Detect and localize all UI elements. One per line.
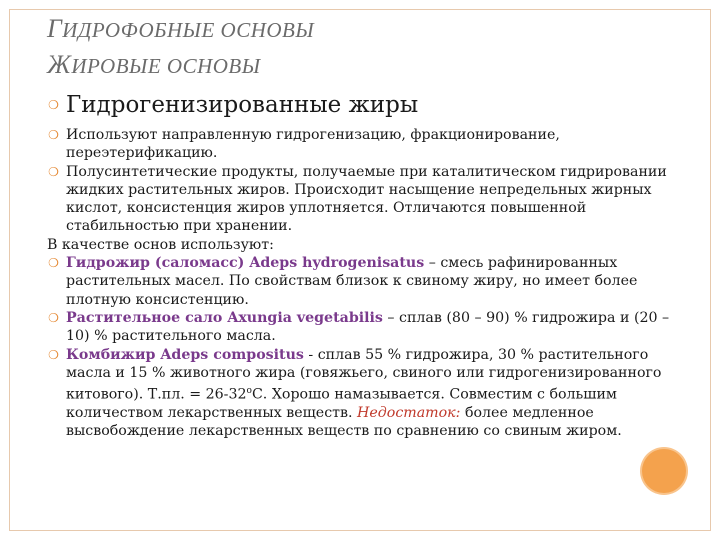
section-heading xyxy=(47,92,418,118)
base-description-cont: С. Хорошо намазывается. Совместим с большим количеством лекарственных веществ. xyxy=(66,386,617,422)
base-name: Растительное сало Axungia vegetabilis xyxy=(66,309,383,326)
bullet-item xyxy=(47,309,677,346)
decorative-circle xyxy=(642,449,686,493)
base-name: Комбижир Adeps compositus xyxy=(66,346,304,363)
bullet-icon: ❍ xyxy=(48,97,59,112)
bullet-item xyxy=(47,254,677,309)
bullet-icon: ❍ xyxy=(48,256,59,271)
bullet-icon: ❍ xyxy=(48,347,59,362)
bullet-text: Полусинтетические продукты, получаемые при каталитическом гидрировании жидких растительных жиров. Происходит насыщение непредельных жирных кислот, консистенция жиров уплотняется. Отличаются повышенной стабильностью при хранении. xyxy=(66,163,667,235)
title-line-2: ЖИРОВЫЕ ОСНОВЫ xyxy=(47,49,261,79)
base-description: – смесь рафинированных растительных масел. По свойствам близок к свиному жиру, но имеет более плотную консистенцию. xyxy=(66,255,638,308)
base-name: Гидрожир (саломасс) Adeps hydrogenisatus xyxy=(66,255,425,272)
base-description-end: более медленное высвобождение лекарственных веществ по сравнению со свиным жиром. xyxy=(66,405,622,440)
bullet-item xyxy=(47,163,677,236)
bullet-icon: ❍ xyxy=(48,310,59,325)
intro-text: В качестве основ используют: xyxy=(47,236,274,253)
content-body xyxy=(47,126,677,441)
slide-title xyxy=(47,14,314,80)
bullet-item xyxy=(47,346,677,441)
section-heading-text: Гидрогенизированные жиры xyxy=(66,92,419,118)
base-description: - сплав 55 % гидрожира, 30 % растительного масла и 15 % животного жира (говяжьего, свиного или гидрогенизированного китового). Т.пл. = 26-32 xyxy=(66,346,662,403)
bullet-item xyxy=(47,126,677,163)
bullet-icon: ❍ xyxy=(48,164,59,179)
base-description: – сплав (80 – 90) % гидрожира и (20 – 10) % растительного масла. xyxy=(66,309,670,345)
drawback-label: Недостаток: xyxy=(357,405,461,422)
bullet-text: Используют направленную гидрогенизацию, фракционирование, переэтерификацию. xyxy=(66,127,560,162)
title-line-1: ГИДРОФОБНЫЕ ОСНОВЫ xyxy=(47,14,315,43)
degree-mark: о xyxy=(246,386,252,397)
bullet-icon: ❍ xyxy=(48,128,59,142)
